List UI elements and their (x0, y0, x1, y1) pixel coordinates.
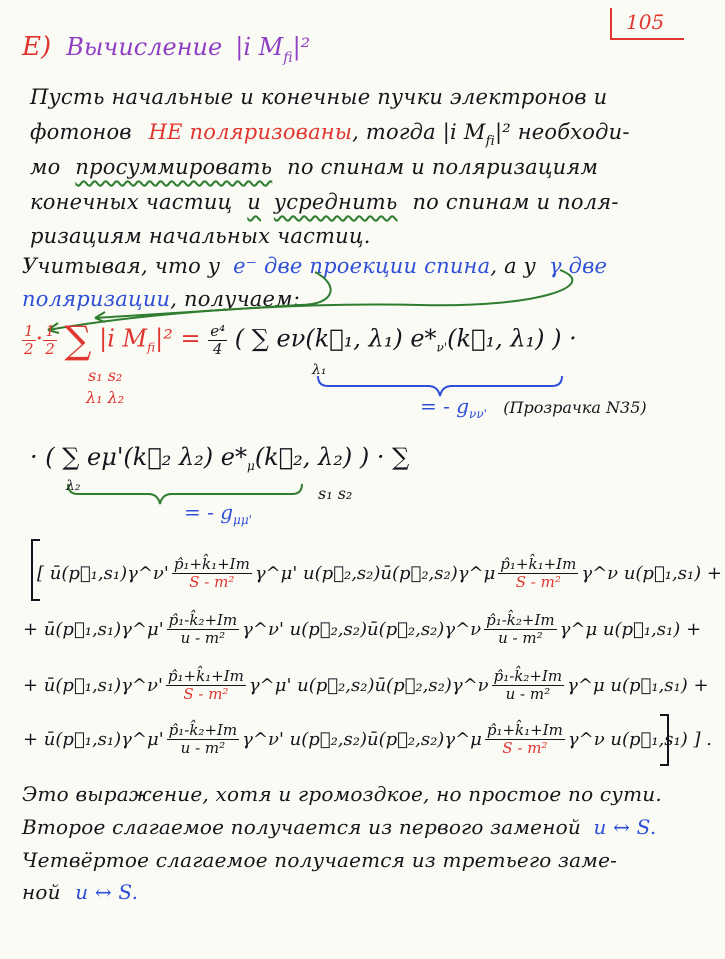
conclusion-line3: Четвёртое слагаемое получается из третьего заме- (22, 848, 618, 872)
brace-label-2 (184, 500, 252, 527)
sum-sign-1: ∑ (64, 318, 92, 362)
propagator-denominator: S - m² (502, 739, 548, 757)
bracket-line-lead: [ ū(p⃗₁,s₁)γ^ν' (37, 562, 169, 584)
para2-line1-c: , а у (490, 254, 537, 278)
bracket-line-lead: + ū(p⃗₁,s₁)γ^μ' (23, 618, 164, 640)
para1-line2-highlight: НЕ поляризованы (148, 120, 353, 144)
bracket-1: ( ∑ e (234, 324, 291, 353)
bracket-line-tail: γ^μ u(p⃗₁,s₁) + (559, 618, 702, 640)
conclusion-line4-a: ной (22, 880, 61, 904)
propagator-fraction (167, 722, 240, 757)
heading-subscript: fi (283, 50, 293, 66)
bracket-line-mid: γ^μ' u(p⃗₂,s₂)ū(p⃗₂,s₂)γ^ν (248, 674, 489, 696)
amp-1: |i M (99, 324, 148, 353)
half-num-1: 1 (24, 321, 34, 340)
brace-label-1-sub: νν' (469, 407, 487, 421)
propagator-denominator: S - m² (183, 685, 229, 703)
para1-line2-sub: fi (485, 134, 495, 149)
para1-line4 (30, 190, 619, 214)
para1-line4-b: и (247, 190, 262, 214)
propagator-fraction (167, 612, 240, 647)
coef-num: e⁴ (210, 321, 226, 340)
propagator-numerator: p̂₁+k̂₁+Im (486, 721, 563, 739)
propagator-numerator: p̂₁-k̂₂+Im (493, 667, 563, 685)
brace-label-1 (420, 394, 647, 421)
propagator-numerator: p̂₁+k̂₁+Im (167, 667, 244, 685)
half-factor-2 (43, 323, 57, 358)
half-den-2: 2 (45, 339, 55, 358)
propagator-denominator: S - m² (189, 573, 235, 591)
dot-1: · (35, 324, 44, 353)
propagator-denominator: u - m² (180, 629, 226, 647)
para1-line2-c: , тогда |i M (352, 120, 486, 144)
amp-end-1: |² = (155, 324, 201, 353)
para1-line1: Пусть начальные и конечные пучки электронов и (30, 85, 608, 109)
heading-power: |² (292, 33, 311, 61)
propagator-numerator: p̂₁+k̂₁+Im (500, 555, 577, 573)
bracket-line-tail: γ^μ u(p⃗₁,s₁) + (567, 674, 709, 696)
para1-line5: ризациям начальных частиц. (30, 224, 371, 248)
term-1-sub: ν' (436, 340, 448, 355)
propagator-numerator: p̂₁+k̂₁+Im (173, 555, 250, 573)
propagator-fraction (498, 556, 578, 591)
para2-line1-a: Учитывая, что у (22, 254, 221, 278)
eq2-term: μ'(k⃗₂ λ₂) e* (101, 443, 247, 471)
term-1: ν(k⃗₁, λ₁) e* (290, 324, 437, 353)
bracket-line-lead: + ū(p⃗₁,s₁)γ^μ' (23, 728, 164, 750)
para2-line2-b: , получаем: (170, 287, 301, 311)
para1-line3-sum-word: просуммировать (75, 155, 273, 179)
para1-line3-a: мо (30, 155, 61, 179)
bracket-line-mid: γ^ν' u(p⃗₂,s₂)ū(p⃗₂,s₂)γ^μ (242, 728, 482, 750)
propagator-fraction (484, 612, 557, 647)
para2-polarizations: поляризации (22, 287, 171, 311)
conclusion-line2 (22, 815, 656, 839)
bracket-line (20, 722, 715, 757)
equation-1 (22, 318, 577, 362)
brace-label-1-text: = - g (420, 394, 470, 418)
term-1-end: (k⃗₁, λ₁) ) · (447, 324, 577, 353)
para1-line4-d: по спинам и поля- (412, 190, 619, 214)
conclusion-line4 (22, 880, 138, 904)
propagator-denominator: S - m² (515, 573, 561, 591)
half-factor-1 (22, 323, 36, 358)
bracket-line-tail: γ^ν u(p⃗₁,s₁) + (581, 562, 722, 584)
propagator-numerator: p̂₁-k̂₂+Im (168, 611, 238, 629)
half-num-2: 1 (45, 321, 55, 340)
brace-label-2-sub: μμ' (233, 513, 252, 527)
conclusion-line2-swap: u ↔ S. (593, 815, 657, 839)
transparency-ref: (Прозрачка N35) (503, 398, 647, 417)
sum-indices-lambda: λ₁ λ₂ (86, 388, 125, 407)
coef-e4 (208, 323, 227, 358)
propagator-fraction (166, 668, 246, 703)
para2-electron-spin: e⁻ две проекции спина (233, 254, 491, 278)
bracket-line (20, 668, 712, 703)
half-den-1: 2 (24, 339, 34, 358)
para1-line2-a: фотонов (30, 120, 132, 144)
section-heading (22, 32, 310, 66)
bracket-line (34, 556, 725, 591)
bracket-line-tail: γ^ν u(p⃗₁,s₁) ] . (567, 728, 712, 750)
propagator-denominator: u - m² (180, 739, 226, 757)
propagator-fraction (485, 722, 565, 757)
propagator-denominator: u - m² (498, 629, 543, 647)
amp-sub-1: fi (147, 340, 156, 355)
bracket-line-lead: + ū(p⃗₁,s₁)γ^ν' (23, 674, 163, 696)
propagator-fraction (492, 668, 565, 703)
coef-den: 4 (212, 339, 223, 358)
eq2-lead: · ( ∑ e (30, 443, 102, 471)
conclusion-line1: Это выражение, хотя и громоздкое, но простое по сути. (22, 782, 662, 806)
equation-2 (30, 443, 409, 473)
eq2-term-end: (k⃗₂, λ₂) ) · ∑ (254, 443, 410, 471)
eq2-term-sub: μ (247, 459, 255, 473)
para1-line4-avg-word: усреднить (273, 190, 398, 214)
sum-indices-s: s₁ s₂ (88, 366, 123, 385)
para1-line4-a: конечных частиц (30, 190, 233, 214)
heading-text: Вычисление (66, 33, 223, 61)
para1-line2 (30, 120, 630, 149)
propagator-numerator: p̂₁-k̂₂+Im (486, 611, 555, 629)
para2-photon-pol: γ две (548, 254, 608, 278)
propagator-fraction (172, 556, 252, 591)
para2-line2 (22, 287, 300, 311)
brace-label-2-text: = - g (184, 500, 234, 524)
bracket-line-mid: γ^μ' u(p⃗₂,s₂)ū(p⃗₂,s₂)γ^μ (254, 562, 496, 584)
bracket-index-lambda1: λ₁ (312, 362, 327, 378)
page-number-box (610, 8, 684, 40)
para1-line2-d: |² необходи- (494, 120, 630, 144)
conclusion-line4-swap: u ↔ S. (75, 880, 139, 904)
eq2-lambda-index: λ₂ (66, 478, 81, 494)
bracket-line (20, 612, 704, 647)
propagator-denominator: u - m² (505, 685, 551, 703)
heading-prefix: E) (22, 32, 52, 62)
propagator-numerator: p̂₁-k̂₂+Im (168, 721, 238, 739)
conclusion-line2-a: Второе слагаемое получается из первого заменой (22, 815, 581, 839)
para2-line1 (22, 254, 607, 278)
eq2-s-index: s₁ s₂ (318, 484, 353, 503)
para1-line3-c: по спинам и поляризациям (287, 155, 599, 179)
bracket-line-mid: γ^ν' u(p⃗₂,s₂)ū(p⃗₂,s₂)γ^ν (242, 618, 482, 640)
page-number: 105 (626, 10, 665, 34)
para1-line3 (30, 155, 598, 179)
heading-formula: |i M (235, 33, 284, 61)
